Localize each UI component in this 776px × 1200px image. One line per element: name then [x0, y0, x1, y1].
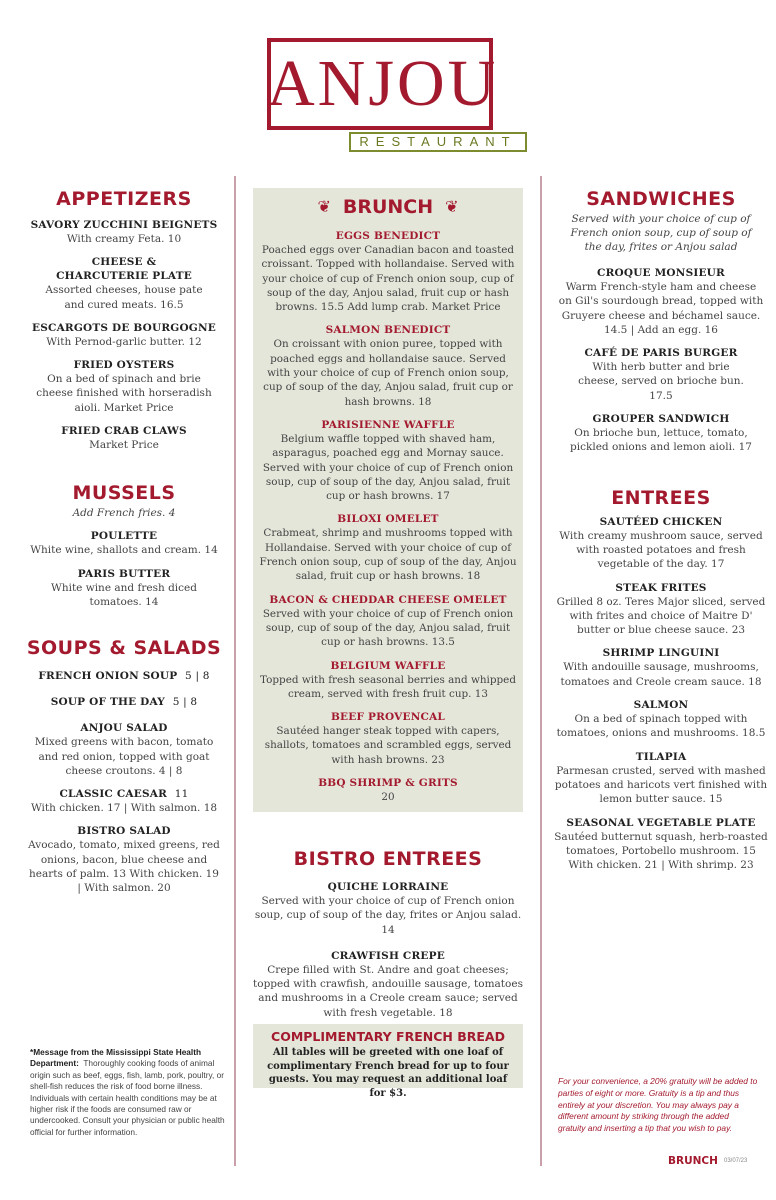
item-desc: With creamy mushroom sauce, served with roasted potatoes and fresh vegetable of the day. 17 [559, 529, 763, 571]
entrees-section [552, 485, 770, 873]
item-name: SHRIMP LINGUINI [602, 647, 720, 660]
item-name: FRIED CRAB CLAWS [61, 425, 187, 438]
item-name: QUICHE LORRAINE [327, 881, 449, 893]
item-desc: Grilled 8 oz. Teres Major sliced, served with frites and choice of Maitre D' butter or blue cheese sauce. 23 [556, 595, 766, 637]
menu-item [22, 424, 226, 452]
item-name [22, 669, 226, 683]
menu-item [552, 515, 770, 572]
item-name: STEAK FRITES [615, 581, 707, 594]
item-desc: Sautéed butternut squash, herb-roasted tomatoes, Portobello mushroom. 15 With chicken. 21 | With shrimp. 23 [554, 830, 768, 872]
menu-item [253, 593, 523, 650]
section-note: Add French fries. 4 [72, 507, 176, 520]
section-title: APPETIZERS [56, 188, 192, 210]
item-name: CHEESE & CHARCUTERIE PLATE [56, 256, 192, 283]
menu-item [22, 695, 226, 709]
item-desc: On brioche bun, lettuce, tomato, pickled onions and lemon aioli. 17 [570, 427, 752, 454]
menu-item [552, 346, 770, 403]
item-name: BACON & CHEDDAR CHEESE OMELET [269, 593, 507, 606]
item-name: SAUTÉED CHICKEN [599, 515, 723, 528]
menu-item [253, 659, 523, 702]
logo-subtitle: RESTAURANT [349, 132, 527, 152]
menu-item [253, 229, 523, 314]
item-desc: Crepe filled with St. Andre and goat cheeses; topped with crawfish, andouille sausage, tomatoes and mushrooms in a Creole cream sauce; served with fresh vegetable. 18 [253, 963, 523, 1019]
menu-item [552, 581, 770, 638]
item-name [22, 787, 226, 801]
item-price: 11 [174, 788, 189, 801]
menu-item [552, 750, 770, 807]
section-title: SOUPS & SALADS [26, 637, 222, 660]
item-name: ESCARGOTS DE BOURGOGNE [32, 321, 216, 334]
footer-menu-label: BRUNCH [668, 1155, 718, 1167]
item-desc: With herb butter and brie cheese, served on brioche bun. 17.5 [578, 361, 744, 402]
item-desc: Belgium waffle topped with shaved ham, asparagus, poached egg and Mornay sauce. Served with your choice of cup of French onion soup, cup of soup of the day, Anjou salad, fruit cup or hash browns. 17 [262, 432, 514, 503]
item-desc: With Pernod-garlic butter. 12 [46, 335, 202, 348]
item-desc: White wine and fresh diced tomatoes. 14 [51, 581, 197, 608]
item-name-text: SOUP OF THE DAY [50, 696, 165, 709]
brunch-panel [253, 188, 523, 812]
item-desc: 20 [381, 791, 395, 804]
item-name: BBQ SHRIMP & GRITS [318, 777, 458, 790]
item-desc: Served with your choice of cup of French onion soup, cup of soup of the day, frites or Anjou salad. 14 [254, 895, 522, 936]
item-name-text: FRENCH ONION SOUP [38, 670, 178, 683]
menu-item [552, 266, 770, 337]
mussels-section [22, 480, 226, 609]
item-desc: Crabmeat, shrimp and mushrooms topped with Hollandaise. Served with your choice of cup of French onion soup, cup of soup of the day, Anjou salad, fruit cup or hash browns. 18 [259, 527, 517, 583]
health-notice-lead: *Message from the Mississippi State Health Department: [30, 1047, 202, 1069]
section-note: Served with your choice of cup of French onion soup, cup of soup of the day, frites or Anjou salad [570, 213, 752, 253]
item-name: GROUPER SANDWICH [592, 413, 730, 426]
divider-left [234, 176, 236, 1166]
restaurant-logo [267, 38, 529, 156]
complimentary-bread-panel [253, 1024, 523, 1099]
section-title: BISTRO ENTREES [293, 848, 483, 870]
item-name: ANJOU SALAD [80, 722, 168, 735]
health-notice [30, 1047, 226, 1138]
item-name: BEEF PROVENCAL [330, 711, 445, 724]
bread-title: COMPLIMENTARY FRENCH BREAD [271, 1029, 505, 1044]
flourish-icon: ❦ [317, 197, 331, 216]
section-title: ENTREES [611, 486, 711, 509]
menu-item [552, 412, 770, 455]
menu-item [250, 949, 526, 1020]
item-name: SALMON BENEDICT [325, 324, 451, 337]
item-name-text: CLASSIC CAESAR [59, 788, 168, 801]
menu-item [552, 698, 770, 741]
item-price: 5 | 8 [185, 670, 210, 683]
item-desc: Market Price [89, 439, 159, 452]
item-name [22, 695, 226, 709]
flourish-icon: ❦ [445, 197, 459, 216]
bistro-entrees-section [250, 846, 526, 1020]
item-desc: Topped with fresh seasonal berries and whipped cream, served with fresh fruit cup. 13 [260, 673, 516, 700]
item-name: EGGS BENEDICT [335, 230, 441, 242]
menu-item [253, 710, 523, 767]
item-desc: With creamy Feta. 10 [66, 233, 182, 245]
item-name: BISTRO SALAD [77, 825, 171, 838]
menu-item [22, 358, 226, 415]
logo-wordmark: ANJOU [267, 47, 499, 120]
menu-item [22, 321, 226, 349]
item-name: POULETTE [90, 530, 158, 543]
menu-item [22, 721, 226, 778]
section-title: SANDWICHES [586, 188, 736, 210]
sandwiches-section [552, 186, 770, 455]
item-desc: Mixed greens with bacon, tomato and red onion, topped with goat cheese croutons. 4 | 8 [34, 736, 214, 777]
left-column [22, 186, 226, 896]
menu-item [22, 824, 226, 895]
item-name: CROQUE MONSIEUR [597, 267, 725, 279]
menu-item [22, 787, 226, 815]
item-desc: On a bed of spinach topped with tomatoes, onions and mushrooms. 18.5 [556, 713, 766, 740]
bread-text: All tables will be greeted with one loaf of complimentary French bread for up to four guests. You may request an additional loaf for $3. [267, 1047, 509, 1099]
item-name: SAVORY ZUCCHINI BEIGNETS [30, 219, 218, 231]
menu-item [552, 816, 770, 873]
item-desc: Poached eggs over Canadian bacon and toasted croissant. Topped with hollandaise. Served with your choice of cup of French onion soup, cup of soup of the day, Anjou salad, fruit cup or hash browns. 15.5 Add lump crab. Market Price [261, 244, 515, 314]
menu-item [253, 323, 523, 408]
item-name: SEASONAL VEGETABLE PLATE [566, 816, 756, 829]
item-name: FRIED OYSTERS [73, 359, 175, 372]
soups-salads-section [22, 635, 226, 895]
menu-item [22, 218, 226, 246]
item-desc: White wine, shallots and cream. 14 [30, 544, 218, 557]
item-desc: Served with your choice of cup of French onion soup, cup of soup of the day, Anjou salad, fruit cup or hash browns. 13.5 [262, 607, 514, 649]
section-title [253, 194, 523, 220]
item-name: BELGIUM WAFFLE [330, 659, 446, 672]
menu-item [253, 418, 523, 503]
item-name: BILOXI OMELET [337, 513, 439, 526]
gratuity-notice: For your convenience, a 20% gratuity will be added to parties of eight or more. Gratuity is a tip and thus entirely at your discretion. You may always pay a different amount by striking through the added gratuity and inserting a tip that you wish to pay. [558, 1076, 758, 1134]
item-price: 5 | 8 [172, 696, 198, 709]
section-title: MUSSELS [72, 482, 176, 505]
item-name: PARIS BUTTER [77, 567, 171, 580]
item-desc: With andouille sausage, mushrooms, tomatoes and Creole cream sauce. 18 [560, 661, 762, 688]
menu-item [22, 255, 226, 312]
right-column [552, 186, 770, 872]
menu-item [552, 646, 770, 689]
item-desc: Warm French-style ham and cheese on Gil's sourdough bread, topped with Gruyere cheese and béchamel sauce. 14.5 | Add an egg. 16 [558, 281, 764, 336]
item-name: SALMON [633, 699, 689, 712]
item-name: PARISIENNE WAFFLE [321, 418, 455, 431]
item-desc: Sautéed hanger steak topped with capers, shallots, tomatoes and scrambled eggs, served with hash browns. 23 [264, 725, 512, 766]
appetizers-section [22, 186, 226, 452]
footer-date: 03/07/23 [724, 1158, 748, 1164]
item-desc: Assorted cheeses, house pate and cured meats. 16.5 [45, 284, 203, 311]
menu-item [253, 776, 523, 804]
item-desc: Avocado, tomato, mixed greens, red onions, bacon, blue cheese and hearts of palm. 13 With chicken. 19 | With salmon. 20 [28, 839, 220, 895]
menu-item [22, 669, 226, 683]
item-name: CRAWFISH CREPE [331, 949, 445, 962]
item-desc: On croissant with onion puree, topped with poached eggs and hollandaise sauce. Served with your choice of cup of French onion soup, cup of soup of the day, Anjou salad, fruit cup or hash browns. 18 [263, 338, 513, 408]
menu-item [22, 529, 226, 557]
menu-item [22, 567, 226, 610]
menu-item [253, 512, 523, 583]
menu-item [250, 880, 526, 937]
divider-right [540, 176, 542, 1166]
item-desc: With chicken. 17 | With salmon. 18 [30, 802, 218, 815]
brunch-title-text: BRUNCH [342, 196, 434, 218]
item-desc: Parmesan crusted, served with mashed potatoes and haricots vert finished with lemon butter sauce. 15 [554, 764, 768, 806]
health-notice-text: Thoroughly cooking foods of animal origin such as beef, eggs, fish, lamb, pork, poultry, or shell-fish reduces the risk of food borne illness. Individuals with certain health conditions may be at higher risk if the foods are consumed raw or undercooked. Consult your physician or public health official for further information. [30, 1058, 225, 1137]
item-name: TILAPIA [635, 750, 687, 763]
item-name: CAFÉ DE PARIS BURGER [584, 347, 738, 360]
item-desc: On a bed of spinach and brie cheese finished with horseradish aioli. Market Price [36, 373, 212, 414]
